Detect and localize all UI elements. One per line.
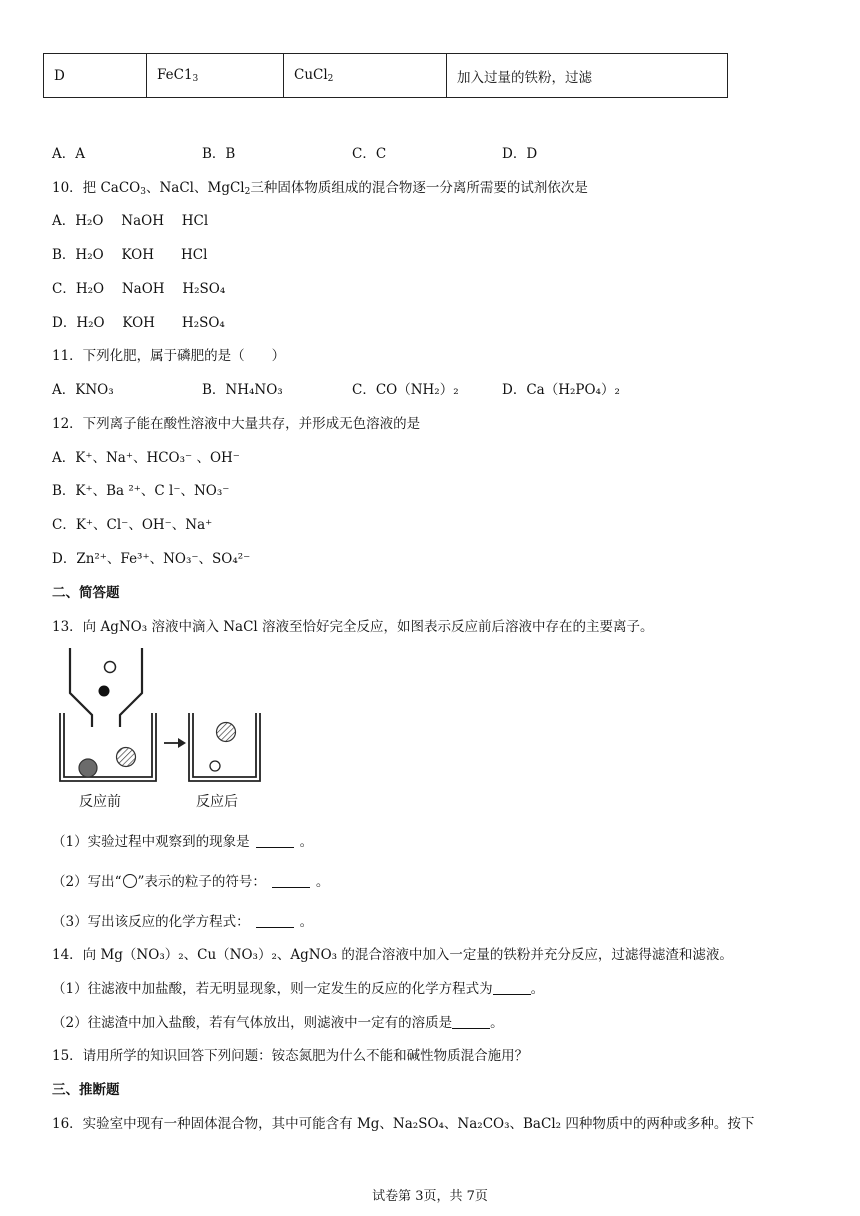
q10-option-b: B．H₂O KOH HCl [52,247,208,263]
arrow-right-icon [164,738,186,748]
q11-option-a: A．KNO₃ [52,382,114,398]
q10-option-c: C．H₂O NaOH H₂SO₄ [52,281,226,297]
reaction-diagram [50,645,265,815]
q12-option-d: D．Zn²⁺、Fe³⁺、NO₃⁻、SO₄²⁻ [52,551,251,567]
silver-ion [79,759,97,777]
q10-stem-part: 10．把 CaCO [52,180,141,196]
q13-sub2-text: ”表示的粒子的符号： [137,874,266,890]
reagent-table [43,53,728,98]
q13-sub1-text: （1）实验过程中观察到的现象是 [52,834,250,850]
q12-option-b: B．K⁺、Ba ²⁺、C l⁻、NO₃⁻ [52,483,230,499]
subscript: 3 [192,74,199,84]
sodium-ion-drop [99,686,110,697]
subscript: 3 [140,187,146,197]
q13-sub2 [52,870,329,890]
beaker-before-icon [60,713,156,781]
q12-stem: 12．下列离子能在酸性溶液中大量共存，并形成无色溶液的是 [52,416,421,432]
q14-sub2-end: 。 [490,1015,504,1031]
page-footer: 试卷第 3页，共 7页 [372,1189,488,1204]
sodium-ion-after [210,761,220,771]
q14-sub2 [52,1011,504,1031]
section-heading: 二、简答题 [52,585,120,601]
label-after: 反应后 [196,794,238,810]
q11-option-b: B．NH₄NO₃ [202,382,283,398]
answer-blank[interactable] [256,835,294,848]
q13-sub1-end: 。 [299,834,314,850]
subscript: 2 [244,187,251,197]
answer-blank[interactable] [272,875,310,888]
q13-sub2-end: 。 [315,874,330,890]
q11-option-d: D．Ca（H₂PO₄）₂ [502,382,620,398]
circle-icon [123,874,137,888]
q13-sub3-end: 。 [299,914,314,930]
table-cell-impurity [284,54,447,98]
q9-option-c: C．C [352,146,387,162]
table-cell-method: 加入过量的铁粉，过滤 [447,54,728,98]
q11-option-c: C．CO（NH₂）₂ [352,382,459,398]
q13-stem: 13．向 AgNO₃ 溶液中滴入 NaCl 溶液至恰好完全反应，如图表示反应前后溶液中存在的主要离子。 [52,619,654,635]
q11-stem: 11．下列化肥，属于磷肥的是（ ） [52,348,286,364]
q13-sub3-text: （3）写出该反应的化学方程式： [52,914,250,930]
q12-option-c: C．K⁺、Cl⁻、OH⁻、Na⁺ [52,517,213,533]
subscript: 2 [327,74,334,84]
q10-option-a: A．H₂O NaOH HCl [52,213,209,229]
table-cell-substance-text: FeC1 [157,67,193,83]
nitrate-ion-before [117,748,136,767]
q14-sub2-text: （2）往滤渣中加入盐酸，若有气体放出，则滤液中一定有的溶质是 [52,1015,453,1031]
q13-sub2-text: （2）写出“ [52,874,122,890]
table-row [44,54,728,98]
q12-option-a: A．K⁺、Na⁺、HCO₃⁻ 、OH⁻ [52,450,240,466]
section-heading: 三、推断题 [52,1082,120,1098]
q13-sub3 [52,910,313,930]
q14-sub1-end: 。 [530,981,545,997]
table-cell-impurity-text: CuCl [294,67,328,83]
q16-stem: 16．实验室中现有一种固体混合物，其中可能含有 Mg、Na₂SO₄、Na₂CO₃、BaCl₂ 四种物质中的两种或多种。按下 [52,1116,755,1132]
q9-option-d: D．D [502,146,538,162]
q10-option-d: D．H₂O KOH H₂SO₄ [52,315,225,331]
q10-stem-part: 、NaCl、MgCl [145,180,245,196]
table-cell-substance [147,54,284,98]
chloride-ion-drop [105,662,116,673]
q14-sub1 [52,977,544,997]
q10-stem [52,176,588,197]
q14-stem: 14．向 Mg（NO₃）₂、Cu（NO₃）₂、AgNO₃ 的混合溶液中加入一定量的铁粉并充分反应，过滤得滤渣和滤液。 [52,947,733,963]
q14-sub1-text: （1）往滤液中加盐酸，若无明显现象，则一定发生的反应的化学方程式为 [52,981,493,997]
label-before: 反应前 [79,794,121,810]
q9-option-b: B．B [202,146,236,162]
q9-option-a: A．A [52,146,85,162]
nitrate-ion-after [217,723,236,742]
answer-blank[interactable] [452,1016,490,1029]
q15-stem: 15．请用所学的知识回答下列问题：铵态氮肥为什么不能和碱性物质混合施用？ [52,1048,529,1064]
q10-stem-part: 三种固体物质组成的混合物逐一分离所需要的试剂依次是 [250,180,588,196]
answer-blank[interactable] [493,982,531,995]
table-cell-option: D [44,54,147,98]
q13-sub1 [52,830,313,850]
answer-blank[interactable] [256,915,294,928]
